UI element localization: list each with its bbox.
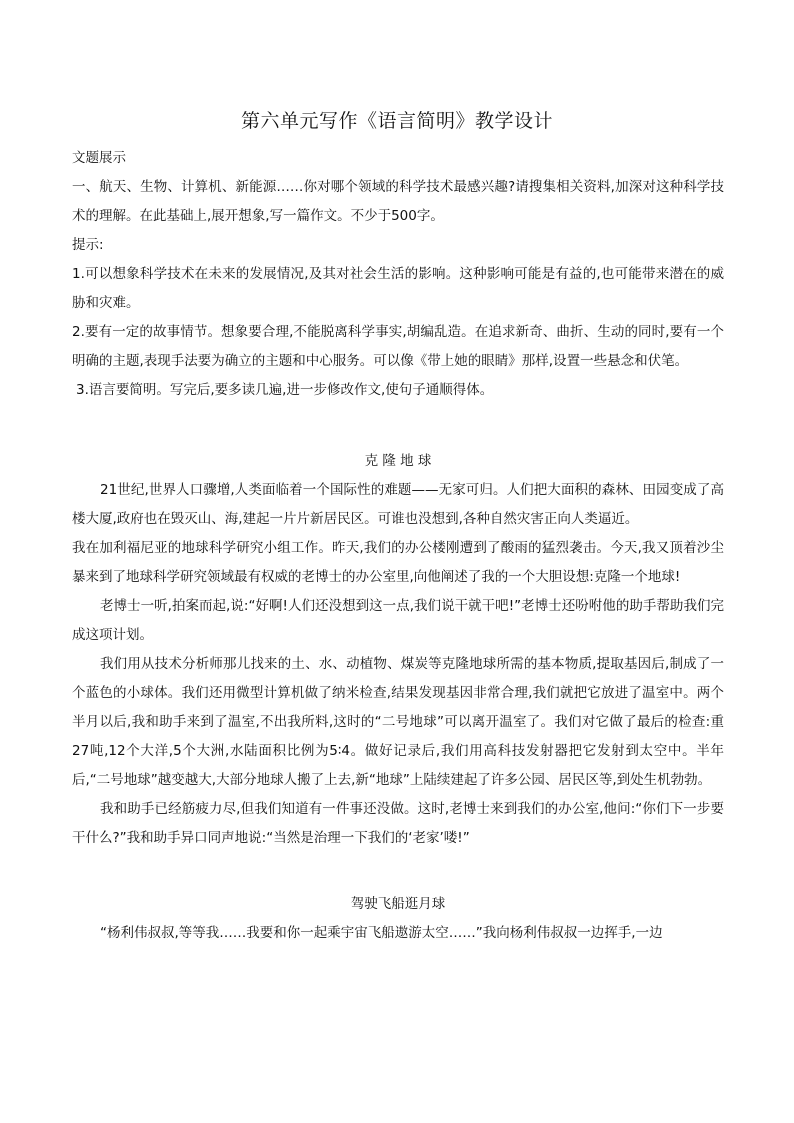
writing-prompt: 一、航天、生物、计算机、新能源……你对哪个领域的科学技术最感兴趣?请搜集相关资料,加深对这种科学技术的理解。在此基础上,展开想象,写一篇作文。不少于500字。 bbox=[72, 179, 724, 224]
essay-paragraph: 我在加利福尼亚的地球科学研究小组工作。昨天,我们的办公楼刚遭到了酸雨的猛烈袭击。今天,我又顶着沙尘暴来到了地球科学研究领域最有权威的老博士的办公室里,向他阐述了我的一个大胆设想:克隆一个地球! bbox=[72, 540, 724, 585]
hint-item: 3.语言要简明。写完后,要多读几遍,进一步修改作文,使句子通顺得体。 bbox=[76, 382, 494, 398]
section-label: 文题展示 bbox=[72, 150, 126, 166]
essay-paragraph: 老博士一听,拍案而起,说:“好啊!人们还没想到这一点,我们说干就干吧!”老博士还吩咐他的助手帮助我们完成这项计划。 bbox=[72, 598, 724, 643]
hint-item: 2.要有一定的故事情节。想象要合理,不能脱离科学事实,胡编乱造。在追求新奇、曲折、生动的同时,要有一个明确的主题,表现手法要为确立的主题和中心服务。可以像《带上她的眼睛》那样,设置一些悬念和伏笔。 bbox=[72, 324, 724, 369]
essay-title: 驾驶飞船逛月球 bbox=[350, 896, 446, 912]
essay-paragraph: 我们用从技术分析师那儿找来的土、水、动植物、煤炭等克隆地球所需的基本物质,提取基因后,制成了一个蓝色的小球体。我们还用微型计算机做了纳米检查,结果发现基因非常合理,我们就把它放进了温室中。两个半月以后,我和助手来到了温室,不出我所料,这时的“二号地球”可以离开温室了。我们对它做了最后的检查:重27吨,12个大洋,5个大洲,水陆面积比例为5∶4。做好记录后,我们用高科技发射器把它发射到太空中。半年后,“二号地球”越变越大,大部分地球人搬了上去,新“地球”上陆续建起了许多公园、居民区等,到处生机勃勃。 bbox=[72, 656, 724, 788]
document-title: 第六单元写作《语言简明》教学设计 bbox=[240, 110, 553, 132]
hint-label: 提示: bbox=[72, 237, 104, 253]
essay-paragraph: “杨利伟叔叔,等等我……我要和你一起乘宇宙飞船遨游太空……”我向杨利伟叔叔一边挥手,一边 bbox=[100, 925, 663, 941]
essay-paragraph: 我和助手已经筋疲力尽,但我们知道有一件事还没做。这时,老博士来到我们的办公室,他问:“你们下一步要干什么?”我和助手异口同声地说:“当然是治理一下我们的‘老家’喽!” bbox=[72, 801, 724, 846]
essay-paragraph: 21世纪,世界人口骤增,人类面临着一个国际性的难题——无家可归。人们把大面积的森林、田园变成了高楼大厦,政府也在毁灭山、海,建起一片片新居民区。可谁也没想到,各种自然灾害正向人类逼近。 bbox=[72, 482, 724, 527]
document-body bbox=[72, 144, 724, 948]
essay-title: 克 隆 地 球 bbox=[364, 453, 432, 469]
hint-item: 1.可以想象科学技术在未来的发展情况,及其对社会生活的影响。这种影响可能是有益的,也可能带来潜在的威胁和灾难。 bbox=[72, 266, 724, 311]
spacer bbox=[72, 405, 724, 434]
spacer bbox=[72, 853, 724, 882]
